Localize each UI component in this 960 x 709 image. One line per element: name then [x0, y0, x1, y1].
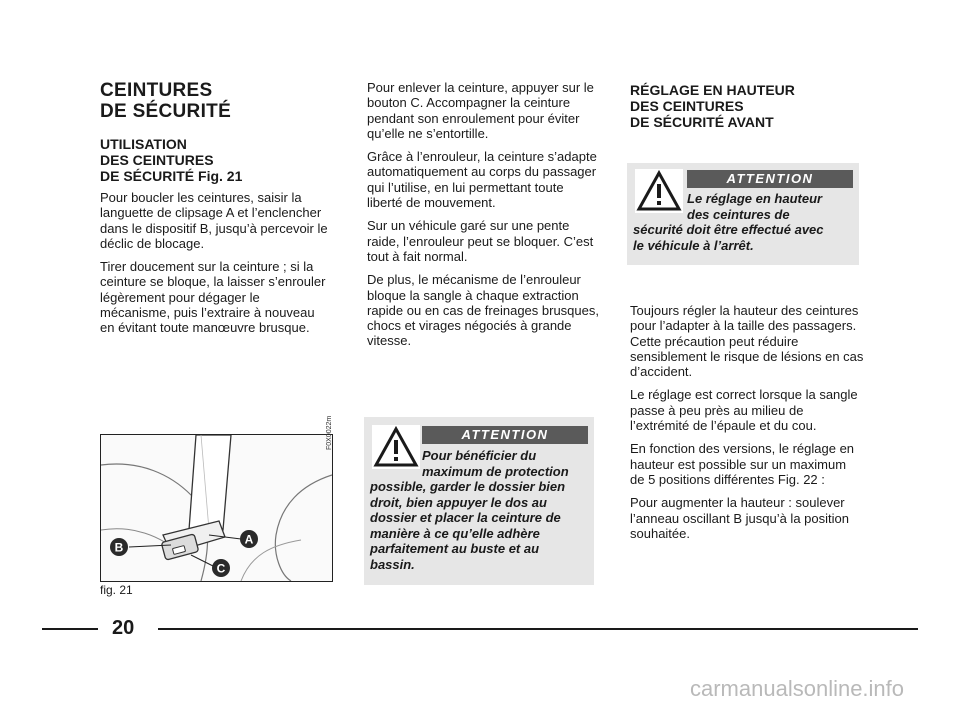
- attention-line: droit, bien appuyer le dos au: [370, 494, 547, 510]
- attention-text: [422, 448, 592, 479]
- subtitle-line: DES CEINTURES: [100, 152, 214, 168]
- subtitle-line: DE SÉCURITÉ Fig. 21: [100, 168, 243, 184]
- paragraph: Le réglage est correct lorsque la sangle passe à peu près au milieu de l’extrémité de l’épaule et du cou.: [630, 387, 858, 434]
- paragraph: Pour boucler les ceintures, saisir la languette de clipsage A et l’enclencher dans le dispositif B, jusqu’à percevoir le déclic de blocage.: [100, 190, 328, 251]
- right-column-body: [630, 303, 864, 549]
- attention-text-cont: [370, 479, 592, 572]
- footer-rule-left: [42, 628, 98, 630]
- attention-line: possible, garder le dossier bien: [370, 479, 566, 494]
- attention-line: Le réglage en hauteur: [687, 191, 823, 206]
- footer-rule-right: [158, 628, 918, 630]
- paragraph: Grâce à l’enrouleur, la ceinture s’adapte automatiquement au corps du passager qui l’utilise, en lui permettant toute liberté de mouvement.: [367, 149, 597, 211]
- warning-triangle-icon: [372, 425, 420, 469]
- paragraph: En fonction des versions, le réglage en hauteur est possible sur un maximum de 5 positions différentes Fig. 22 :: [630, 441, 855, 487]
- seatbelt-illustration: [101, 435, 332, 581]
- title-line: RÉGLAGE EN HAUTEUR: [630, 82, 795, 98]
- middle-column: [367, 80, 599, 357]
- section-title: [630, 82, 870, 130]
- attention-line: dossier et placer la ceinture de: [370, 510, 561, 525]
- attention-badge: ATTENTION: [687, 170, 853, 188]
- right-column-heading: [630, 82, 870, 130]
- figure-caption: fig. 21: [100, 583, 133, 597]
- attention-box: [364, 417, 594, 585]
- callout-b-label: B: [114, 540, 124, 555]
- attention-line: maximum de protection: [422, 463, 569, 479]
- left-column: [100, 80, 332, 344]
- attention-line: des ceintures de: [687, 206, 790, 222]
- paragraph: Tirer doucement sur la ceinture ; si la ceinture se bloque, la laisser s’enrouler légèrement pour dégager le mécanisme, puis l’extraire à nouveau en évitant toute manœuvre brusque.: [100, 259, 326, 336]
- paragraph: Sur un véhicule garé sur une pente raide, l’enrouleur peut se bloquer. C’est tout à fait normal.: [367, 218, 594, 264]
- title-line: DES CEINTURES: [630, 98, 744, 114]
- paragraph: De plus, le mécanisme de l’enrouleur bloque la sangle à chaque extraction rapide ou en cas de freinages brusques, chocs et virages négociés à grande vitesse.: [367, 272, 599, 349]
- callout-c-label: C: [216, 561, 226, 576]
- figure-code: F0X0022m: [326, 415, 333, 450]
- attention-line: le véhicule à l’arrêt.: [633, 237, 754, 253]
- attention-line: parfaitement au buste et au: [370, 541, 540, 556]
- attention-line: bassin.: [370, 556, 415, 572]
- attention-box: [627, 163, 859, 265]
- paragraph: Pour enlever la ceinture, appuyer sur le bouton C. Accompagner la ceinture pendant son enroulement pour éviter qu’elle ne s’entortille.: [367, 80, 594, 141]
- title-line: CEINTURES: [100, 80, 213, 101]
- attention-line: sécurité doit être effectué avec: [633, 222, 824, 237]
- title-line: DE SÉCURITÉ: [100, 101, 232, 122]
- attention-text-cont: [633, 222, 857, 253]
- section-title: [100, 80, 332, 122]
- warning-triangle-icon: [635, 169, 683, 213]
- page-number: 20: [112, 617, 135, 639]
- attention-line: manière à ce qu’elle adhère: [370, 525, 540, 541]
- attention-line: Pour bénéficier du: [422, 448, 537, 463]
- figure-21: [100, 434, 333, 582]
- paragraph: Toujours régler la hauteur des ceintures pour l’adapter à la taille des passagers. Cette précaution peut réduire sensiblement le risque de lésions en cas d’accident.: [630, 303, 864, 380]
- watermark: carmanualsonline.info: [690, 676, 905, 701]
- attention-badge: ATTENTION: [422, 426, 588, 444]
- paragraph: Pour augmenter la hauteur : soulever l’anneau oscillant B jusqu’à la position souhaitée.: [630, 495, 849, 541]
- title-line: DE SÉCURITÉ AVANT: [630, 114, 774, 130]
- attention-text: [687, 191, 857, 222]
- callout-a-label: A: [244, 532, 254, 547]
- subsection-title: [100, 136, 332, 184]
- subtitle-line: UTILISATION: [100, 136, 187, 152]
